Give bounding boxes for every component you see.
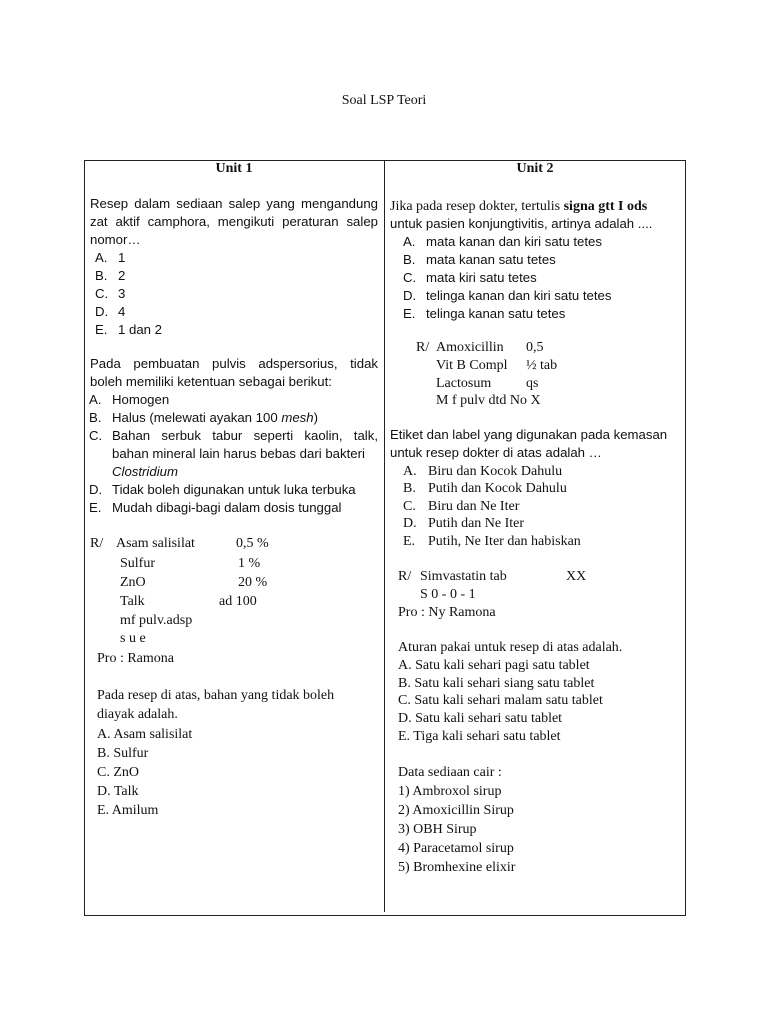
option-text: Biru dan Ne Iter: [428, 499, 520, 514]
option-text: 1: [118, 250, 126, 265]
option-text: Putih dan Kocok Dahulu: [428, 481, 567, 496]
rx-item-name: Sulfur: [120, 556, 155, 571]
option-text: 3: [118, 286, 126, 301]
question-text: Data sediaan cair :: [398, 765, 502, 780]
option-text: Homogen: [112, 392, 170, 407]
option-text: B. Sulfur: [97, 746, 149, 761]
option-letter: A.: [95, 250, 108, 265]
rx-item-qty: 1 %: [238, 556, 261, 571]
unit2-heading: Unit 2: [516, 161, 554, 176]
option-text: mata kanan satu tetes: [426, 252, 556, 267]
option-text: mata kiri satu tetes: [426, 270, 537, 285]
option-text: Mudah dibagi-bagi dalam dosis tunggal: [112, 500, 342, 515]
rx-item-qty: 20 %: [238, 575, 268, 590]
option-letter: B.: [95, 268, 108, 283]
option-letter: D.: [403, 288, 417, 303]
option-text: Clostridium: [112, 464, 178, 479]
option-letter: C.: [403, 270, 417, 285]
rx-signa: S 0 - 0 - 1: [420, 587, 476, 602]
rx-patient: Pro : Ramona: [97, 651, 174, 666]
option-letter: A.: [403, 234, 416, 249]
column-divider: [384, 160, 385, 912]
option-letter: C.: [89, 428, 103, 443]
question-text: untuk pasien konjungtivitis, artinya adalah ....: [390, 216, 653, 231]
rx-instruction: mf pulv.adsp: [120, 613, 193, 628]
option-letter: B.: [89, 410, 102, 425]
question-text: Pada pembuatan pulvis adspersorius, tidak: [90, 356, 378, 371]
rx-item-qty: 0,5: [526, 340, 544, 355]
option-text: Tidak boleh digunakan untuk luka terbuka: [112, 482, 356, 497]
rx-signa: s u e: [120, 631, 146, 646]
rx-item-qty: qs: [526, 376, 539, 391]
option-letter: B.: [403, 481, 416, 496]
option-text: 4: [118, 304, 126, 319]
option-text: E. Amilum: [97, 803, 159, 818]
option-letter: A.: [403, 464, 417, 479]
rx-item-name: ZnO: [120, 575, 146, 590]
rx-item-qty: 0,5 %: [236, 536, 269, 551]
option-text: telinga kanan dan kiri satu tetes: [426, 288, 612, 303]
option-letter: D.: [89, 482, 103, 497]
rx-item-name: Lactosum: [436, 376, 492, 391]
option-text: A. Satu kali sehari pagi satu tablet: [398, 658, 590, 673]
question-text: Jika pada resep dokter, tertulis signa gtt I ods: [390, 199, 648, 214]
question-text: untuk resep dokter di atas adalah …: [390, 445, 602, 460]
question-text: Pada resep di atas, bahan yang tidak boleh: [97, 688, 335, 703]
option-letter: C.: [403, 499, 416, 514]
option-text: bahan mineral lain harus bebas dari bakteri: [112, 446, 365, 461]
option-text: A. Asam salisilat: [97, 727, 193, 742]
option-letter: E.: [403, 306, 416, 321]
option-text: C. Satu kali sehari malam satu tablet: [398, 693, 603, 708]
option-letter: D.: [403, 516, 417, 531]
rx-item-qty: ad 100: [219, 594, 257, 609]
rx-prefix: R/: [416, 340, 430, 355]
rx-item-name: Simvastatin tab: [420, 569, 507, 584]
option-text: 2: [118, 268, 126, 283]
rx-item-name: Talk: [120, 594, 145, 609]
list-item: 4) Paracetamol sirup: [398, 841, 514, 856]
option-text: Biru dan Kocok Dahulu: [428, 464, 563, 479]
option-letter: A.: [89, 392, 102, 407]
option-text: mata kanan dan kiri satu tetes: [426, 234, 602, 249]
rx-item-qty: ½ tab: [526, 358, 558, 373]
rx-item-name: Asam salisilat: [116, 536, 195, 551]
document-title: Soal LSP Teori: [341, 93, 427, 108]
rx-item-qty: XX: [566, 569, 587, 584]
rx-prefix: R/: [398, 569, 412, 584]
option-letter: C.: [95, 286, 109, 301]
option-text: B. Satu kali sehari siang satu tablet: [398, 676, 595, 691]
option-text: telinga kanan satu tetes: [426, 306, 566, 321]
question-text: diayak adalah.: [97, 707, 178, 722]
list-item: 3) OBH Sirup: [398, 822, 477, 837]
unit1-heading: Unit 1: [215, 161, 253, 176]
option-text: C. ZnO: [97, 765, 139, 780]
question-text: zat aktif camphora, mengikuti peraturan salep: [90, 214, 378, 229]
rx-item-name: Amoxicillin: [436, 340, 504, 355]
list-item: 2) Amoxicillin Sirup: [398, 803, 514, 818]
option-text: Putih, Ne Iter dan habiskan: [428, 534, 581, 549]
option-text: D. Satu kali sehari satu tablet: [398, 711, 563, 726]
option-letter: E.: [95, 322, 108, 337]
rx-item-name: Vit B Compl: [436, 358, 508, 373]
option-text: Putih dan Ne Iter: [428, 516, 525, 531]
question-text: Etiket dan label yang digunakan pada kemasan: [390, 427, 668, 442]
option-text: Halus (melewati ayakan 100 mesh): [112, 410, 318, 425]
rx-prefix: R/: [90, 536, 104, 551]
option-letter: E.: [89, 500, 102, 515]
rx-instruction: M f pulv dtd No X: [436, 393, 541, 408]
question-text: nomor…: [90, 232, 141, 247]
option-letter: B.: [403, 252, 416, 267]
option-text: 1 dan 2: [118, 322, 162, 337]
question-text: Resep dalam sediaan salep yang mengandung: [90, 196, 378, 211]
question-text: boleh memiliki ketentuan sebagai berikut:: [90, 374, 332, 389]
option-text: Bahan serbuk tabur seperti kaolin, talk,: [112, 428, 378, 443]
list-item: 5) Bromhexine elixir: [398, 860, 516, 875]
option-text: E. Tiga kali sehari satu tablet: [398, 729, 561, 744]
option-letter: E.: [403, 534, 416, 549]
option-text: D. Talk: [97, 784, 139, 799]
rx-patient: Pro : Ny Ramona: [398, 605, 496, 620]
list-item: 1) Ambroxol sirup: [398, 784, 502, 799]
option-letter: D.: [95, 304, 109, 319]
question-text: Aturan pakai untuk resep di atas adalah.: [398, 640, 623, 655]
